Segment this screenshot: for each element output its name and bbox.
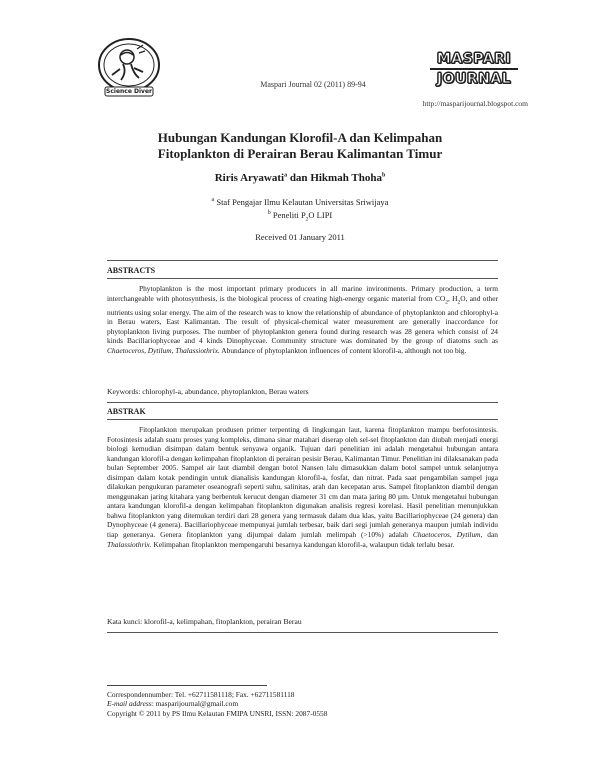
maspari-journal-logo <box>426 52 522 87</box>
brand-line-1: MASPARI <box>436 51 512 67</box>
footnote-rule <box>107 685 267 686</box>
section-rule <box>107 632 498 633</box>
logo-caption: Science Diver <box>106 88 152 95</box>
section-rule <box>107 419 498 420</box>
authors <box>60 172 540 184</box>
keywords-english: Keywords: chlorophyl-a, abundance, phytoplankton, Berau waters <box>107 387 309 396</box>
correspondence-line: Correspondennumber: Tel. +62711581118; Fax. +62711581118 <box>107 690 295 699</box>
author-1: Riris Aryawati <box>214 172 285 184</box>
affiliation-1: $^a$ Staf Pengajar Ilmu Kelautan Universitas Sriwijaya <box>211 196 389 207</box>
journal-url: http://masparijournal.blogspot.com <box>422 99 528 108</box>
affiliations <box>60 195 540 225</box>
author-1-mark: a <box>284 172 288 179</box>
abstract-english: Phytoplankton is the most important primary producers in all marine invironments. Primary production, a term interchangeable with photosynthesis, is the biological process of creating high-energy organic material from $CO_2$, $H_2O$, and other nutrients using solar energy. The aim of the research was to know the relationship of abundance of phytoplankton and chlorophyl-a in Berau waters, East Kalimantan. The result of physical-chemical water measurement are generally inaccordance for phytoplankton living purposes. The number of phytoplankton genera found during research was 28 genera which consist of 24 kinds Bacillariophyceae and 4 kinds Dinophyceae. Community structure was dominated by the group of diatoms such as Chaetoceros, Dytilum, Thalassiothrix. Abundance of phytoplankton influences of content klorofil-a, although not too big. <box>107 284 498 355</box>
keywords-indonesian: Kata kunci: klorofil-a, kelimpahan, fitoplankton, perairan Berau <box>107 617 302 626</box>
affiliation-2: $^b$ Peneliti $P_2O$ LIPI <box>267 209 333 223</box>
section-rule <box>107 278 498 279</box>
abstract-indonesian: Fitoplankton merupakan produsen primer terpenting di lingkungan laut, karena fitoplankton mampu berfotosintesis. Fotosintesis adalah suatu proses yang kompleks, dimana sinar matahari diserap oleh sel-sel fitoplankton dan diubah menjadi energi biologi kemudian disimpan dalam bentuk senyawa organik. Tujuan dari penelitian ini adalah mengetahui hubungan antara kandungan klorofil-a dengan kelimpahan fitoplankton di perairan pesisir Berau, Kalimantan Timur. Penelitian ini dilaksanakan pada bulan September 2005. Sampel air laut diambil dengan botol Nansen lalu dimasukkan dalam botol sampel untuk selanjutnya disimpan dalam kotak pendingin untuk dianalisis kandungan klorofil-a, fosfat, dan nitrat. Pada saat pengambilan sampel juga dilakukan pengukuran parameter oseanografi seperti suhu, salinitas, arah dan kecepatan arus. Sampel fitoplankton diambil dengan menggunakan jaring kitahara yang berbentuk kerucut dengan diameter 31 cm dan mata jaring 80 µm. Untuk mengetahui hubungan antara kandungan klorofil-a dengan kelimpahan fitoplankton digunakan analisis regresi korelasi. Hasil penelitian menunjukkan bahwa fitoplankton yang ditemukan terdiri dari 28 genera yang termasuk dalam dua klas, yaitu Bacillariophyceae (24 genera) dan Dynophyceae (4 genera). Bacillariophyceae mempunyai jumlah terbesar, baik dari segi jumlah generanya maupun jumlah individu tiap generanya. Genera fitoplankton yang dijumpai dalam jumlah melimpah (>10%) adalah Chaetoceros, Dytilum, dan Thalassiothrix. Kelimpahan fitoplankton mempengaruhi besarnya kandungan klorofil-a, walaupun tidak terlalu besar. <box>107 425 498 549</box>
abstracts-heading: ABSTRACTS <box>107 266 156 275</box>
abstrak-heading: ABSTRAK <box>107 407 146 416</box>
section-rule <box>107 260 498 261</box>
science-diver-logo <box>93 37 165 99</box>
title-line-1: Hubungan Kandungan Klorofil-A dan Kelimpahan <box>157 130 443 145</box>
copyright-line: Copyright © 2011 by PS Ilmu Kelautan FMIPA UNSRI, ISSN: 2087-0558 <box>107 708 328 718</box>
section-rule <box>107 402 498 403</box>
title-line-2: Fitoplankton di Perairan Berau Kalimantan Timur <box>157 146 443 161</box>
author-join: dan <box>287 172 311 184</box>
footnote <box>107 690 498 718</box>
author-2-mark: b <box>381 172 386 179</box>
paper-title <box>60 130 540 162</box>
email-line: E-mail address: masparijournal@gmail.com <box>107 699 239 709</box>
brand-line-2: JOURNAL <box>436 71 512 87</box>
journal-reference: Maspari Journal 02 (2011) 89-94 <box>260 80 366 89</box>
author-2: Hikmah Thoha <box>310 172 382 184</box>
received-date: Received 01 January 2011 <box>255 232 345 242</box>
